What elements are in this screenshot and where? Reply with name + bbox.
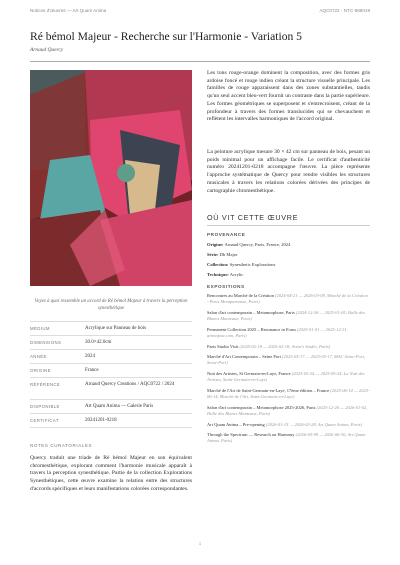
exhibition-detail: (2025-02-18 — 2025-02-18, Artist's Studio, Paris) bbox=[239, 344, 331, 349]
spec-value: 30.0×42.0cm bbox=[85, 340, 112, 345]
spec-label: ORIGINE bbox=[30, 368, 51, 373]
exhibition-detail: (2025-05-24 — 2025-05-24, La Nuit des Artistes, Saint-Germain-en-Laye) bbox=[207, 371, 365, 383]
artwork-painting bbox=[30, 70, 192, 286]
exhibition-detail: (2025-05-17 — 2025-05-17, MAC Seine-Port, Seine-Port) bbox=[207, 354, 366, 366]
spec-row-dimensions bbox=[30, 336, 192, 350]
section-divider bbox=[207, 225, 370, 226]
location-section-title: OÙ VIT CETTE ŒUVRE bbox=[207, 213, 299, 222]
spec-row-origin bbox=[30, 364, 192, 378]
spec-row-year bbox=[30, 350, 192, 364]
exhibitions-heading: EXPOSITIONS bbox=[207, 284, 245, 289]
spec-label: RÉFÉRENCE bbox=[30, 382, 61, 387]
exhibition-item bbox=[207, 388, 370, 400]
description-paragraph-2: La peinture acrylique mesure 30 × 42 cm sur panneau de bois, pesant un poids minimal pour un affichage facile. Le certificat d'authenticité numéro 20241201-0218 accompagne l'œuvre. La pièce représente l'approche systématique de Quercy pour rendre visibles les structures musicales à travers les relations colorées dérivées des principes de cartographie chromesthétique. bbox=[207, 149, 370, 194]
exhibition-detail: (2024-04-21 — 2026-03-09, Marché de la Création - Paris Montparnasse, Paris) bbox=[207, 293, 368, 305]
spec-value: 2024 bbox=[85, 354, 95, 359]
exhibition-name: Permanent Collection 2025 – Resonance in Form bbox=[207, 327, 297, 332]
exhibition-item bbox=[207, 354, 370, 366]
provenance-origin bbox=[207, 242, 370, 248]
provenance-technique bbox=[207, 272, 370, 278]
exhibition-name: Salon d'art contemporain – Metamorphose 2025-2026, Paris bbox=[207, 405, 317, 410]
spec-value: Acrylique sur Panneau de bois bbox=[85, 326, 147, 331]
exhibition-name: Marché d'Art Contemporain – Seine Port bbox=[207, 354, 283, 359]
spec-label: CERTIFICAT bbox=[30, 418, 59, 423]
exhibition-name: Paris Studio Visit bbox=[207, 344, 240, 349]
prov-label: Collection: bbox=[207, 262, 229, 267]
spec-value: Arnaud Quercy Creations / AQC0722 / 2024 bbox=[85, 382, 175, 387]
artist-name: Arnaud Quercy bbox=[30, 47, 64, 53]
exhibition-detail: (2025-01-01 — 2025-12-31, artmajeur.com, Paris) bbox=[207, 327, 348, 339]
prov-label: Origine: bbox=[207, 242, 224, 247]
description-paragraph-1: Les tons rouge-orange dominent la composition, avec des formes gris ardoise foncé et rouge indien créant la structure visuelle principale. Les familles de rouge apparaissent dans des zones substantielles, tandis qu'un seul accent bleu-vert fournit un contraste dans la partie supérieure. Les formes géométriques se superposent et s'entrecroisent, créant de la profondeur à travers des formes translucides qui se chevauchent et reflètent les intervalles harmoniques de l'accord original. bbox=[207, 70, 370, 123]
prov-value: Synesthetic Explorations bbox=[228, 262, 276, 267]
exhibition-item bbox=[207, 432, 370, 444]
exhibition-item bbox=[207, 371, 370, 383]
provenance-series bbox=[207, 252, 370, 258]
spec-value: 20241201-0218 bbox=[85, 418, 117, 423]
specs-table bbox=[30, 321, 192, 428]
exhibition-item bbox=[207, 327, 370, 339]
provenance-heading: PROVENANCE bbox=[207, 232, 246, 237]
exhibition-item bbox=[207, 422, 370, 428]
provenance-collection bbox=[207, 262, 370, 268]
exhibition-name: Salon d'art contemporain – Metamorphose, Paris bbox=[207, 310, 296, 315]
exhibition-detail: (2026-01-15 — 2026-02-28, Art Quam Anima, Paris) bbox=[265, 422, 362, 427]
spec-value: Art Quam Anima — Galerie Paris bbox=[85, 404, 154, 409]
spec-row-reference bbox=[30, 378, 192, 400]
spec-row-medium bbox=[30, 322, 192, 336]
exhibition-name: Rencontres au Marché de la Création bbox=[207, 293, 275, 298]
exhibition-detail: (2026-03-09 — 2026-06-30, Art Quam Anima, Paris) bbox=[207, 432, 366, 444]
page-number: 1 bbox=[198, 541, 202, 546]
prov-value: Acrylic bbox=[228, 272, 244, 277]
exhibition-name: Art Quam Anima – Pre-opening bbox=[207, 422, 266, 427]
exhibition-item bbox=[207, 310, 370, 322]
spec-label: ANNÉE bbox=[30, 354, 47, 359]
curatorial-notes: Quercy traduit une triade de Ré bémol Majeur en son équivalent chromesthétique, explorant comment l'harmonie musicale apparaît à travers la perception synesthétique. Partie de la collection Explorations Synesthétiques, cette œuvre examine la relation entre des structures d'accords spécifiques et leurs manifestations colorées correspondantes. bbox=[30, 455, 192, 492]
exhibition-detail: (2025-06-14 — 2025-06-14, Marché de l'Art, Saint-Germain-en-Laye) bbox=[207, 388, 370, 400]
artwork-image bbox=[30, 70, 192, 286]
spec-value: France bbox=[85, 368, 99, 373]
prov-value: Arnaud Quercy, Paris, France, 2024 bbox=[223, 242, 291, 247]
artwork-title: Ré bémol Majeur - Recherche sur l'Harmonie - Variation 5 bbox=[30, 30, 302, 43]
spec-row-availability bbox=[30, 400, 192, 414]
exhibition-detail: (2025-12-26 — 2026-01-02, Halle des Blancs Manteaux, Paris) bbox=[207, 405, 368, 417]
exhibition-item bbox=[207, 344, 370, 350]
title-divider bbox=[30, 61, 370, 62]
prov-label: Série: bbox=[207, 252, 219, 257]
exhibition-name: Marché de l'Art de Saint-Germain-en-Laye, 17ème édition – France bbox=[207, 388, 331, 393]
prov-value: Db Major bbox=[218, 252, 238, 257]
image-caption: Voyez à quoi ressemble un accord de Ré bémol Majeur à travers la perception synesthétique bbox=[34, 299, 188, 311]
exhibition-detail: (2024-12-26 — 2025-01-05, Halle des Blancs Manteaux, Paris) bbox=[207, 310, 366, 322]
exhibition-item bbox=[207, 293, 370, 305]
spec-row-certificate bbox=[30, 414, 192, 428]
exhibition-name: Nuit des Artistes, St Germain-en-Laye, France bbox=[207, 371, 292, 376]
prov-label: Technique: bbox=[207, 272, 229, 277]
spec-label: MÉDIUM bbox=[30, 326, 50, 331]
top-bar bbox=[30, 8, 370, 18]
spec-label: DIMENSIONS bbox=[30, 340, 62, 345]
curatorial-notes-heading: NOTES CURATORIALES bbox=[30, 443, 93, 448]
reference-code: AQC0722 · NTC-986019 bbox=[319, 8, 370, 13]
spec-label: DISPONIBLE bbox=[30, 404, 60, 409]
catalog-name: Notices d'œuvres — Art Quam Anima bbox=[30, 8, 107, 13]
exhibition-name: Through the Spectrum — Research on Harmony bbox=[207, 432, 296, 437]
exhibition-item bbox=[207, 405, 370, 417]
